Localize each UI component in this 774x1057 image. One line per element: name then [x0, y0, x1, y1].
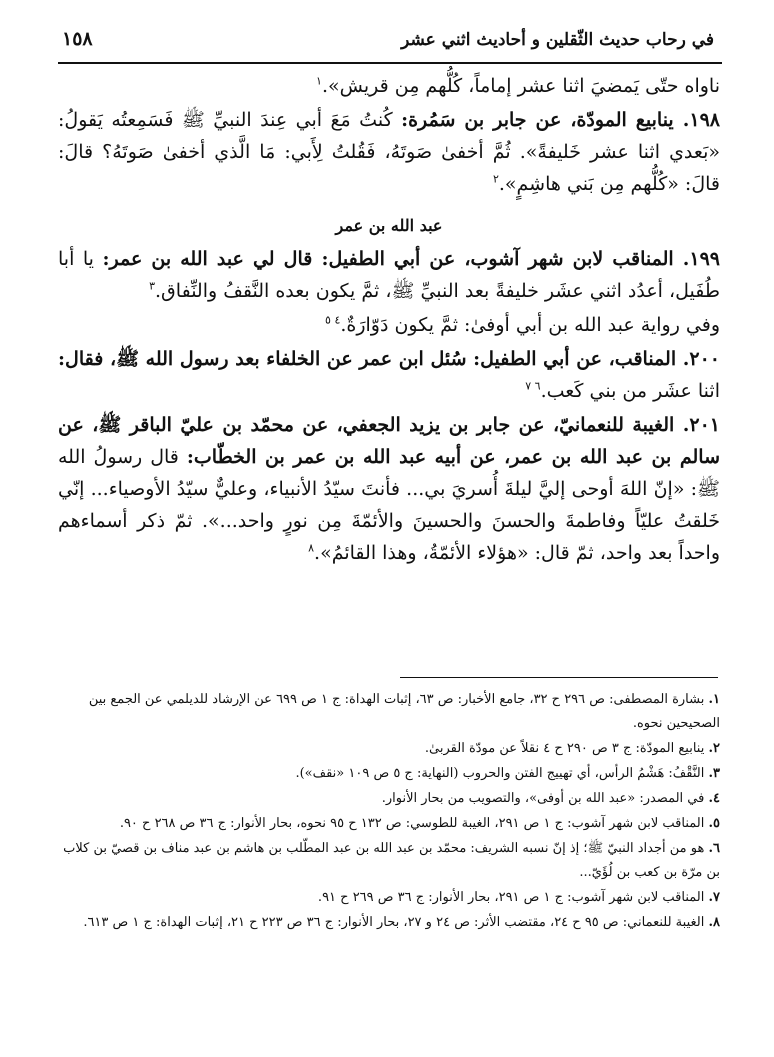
footnote-ref: ٢: [492, 172, 499, 186]
footnote: ١. بشارة المصطفى: ص ٢٩٦ ح ٣٢، جامع الأخبار: ص ٦٣، إثبات الهداة: ج ١ ص ٦٩٩ عن الإرشاد للديلمي عن الجمع بين الصحيحين نحوه.: [88, 692, 720, 731]
footnotes: [58, 688, 720, 936]
footnote: ٧. المناقب لابن شهر آشوب: ج ١ ص ٢٩١، بحار الأنوار: ج ٣٦ ص ٢٦٩ ح ٩١.: [317, 890, 720, 905]
footnote: ٨. الغيبة للنعماني: ص ٩٥ ح ٢٤، مقتضب الأثر: ص ٢٤ و ٢٧، بحار الأنوار: ج ٣٦ ص ٢٢٣ ح ٢١، إثبات الهداة: ج ١ ص ٦١٣.: [83, 915, 720, 930]
hadith-source: ٢٠٠. المناقب، عن أبي الطفيل: سُئل ابن عمر عن الخلفاء بعد رسول الله ﷺ، فقال:: [58, 348, 720, 370]
footnote-ref: ١: [316, 74, 322, 88]
footnote-ref: ٣: [149, 279, 156, 293]
footnote: ٢. ينابيع المودّة: ج ٣ ص ٢٩٠ ح ٤ نقلاً عن مودّة القربىٰ.: [424, 741, 720, 756]
section-heading: عبد الله بن عمر: [335, 216, 443, 235]
footnote-ref: ٨: [308, 541, 315, 555]
footnote: ٦. هو من أجداد النبيّ ﷺ؛ إذ إنّ نسبه الشريف: محمّد بن عبد الله بن عبد المطّلب بن هاشم بن عبد مناف بن قصيّ بن كلاب بن مرّة بن كعب بن لُؤَيّ...: [63, 841, 720, 880]
hadith-201: ٢٠١. الغيبة للنعمانيّ، عن جابر بن يزيد الجعفي، عن محمّد بن عليّ الباقر ﷺ، عن سالم بن عبد الله بن عمر، عن أبيه عبد الله بن عمر بن الخطّاب: قال رسولُ الله ﷺ: «إنّ اللهَ أوحى إليَّ ليلةَ أُسريَ بي... فأنتَ سيّدُ الأنبياء، وعليٌّ سيّدُ الأوصياء... إنّي خَلقتُ عليّاً وفاطمةَ والحسنَ والحسينَ والأئمّةَ مِن نورٍ واحد...». ثمّ ذكر أسماءهم واحداً بعد واحد، ثمّ قال: «هؤلاء الأئمّةُ، وهذا القائمُ».$^٨$: [58, 414, 721, 564]
hadith-source: ٢٠١. الغيبة للنعمانيّ، عن جابر بن يزيد الجعفي، عن محمّد بن عليّ الباقر ﷺ، عن سالم بن عبد الله بن عمر، عن أبيه عبد الله بن عمر بن الخطّاب:: [58, 414, 721, 468]
footnote: ٣. النَّقْفُ: هَشْمُ الرأس، أي تهييج الفتن والحروب (النهاية: ج ٥ ص ١٠٩ «نقف»).: [295, 766, 720, 781]
footnote-ref: ٤ ٥: [325, 313, 341, 327]
page-number: ١٥٨: [62, 28, 93, 50]
hadith-source: ١٩٩. المناقب لابن شهر آشوب، عن أبي الطفيل: قال لي عبد الله بن عمر:: [102, 248, 720, 270]
footnote: ٤. في المصدر: «عبد الله بن أوفى»، والتصويب من بحار الأنوار.: [381, 791, 720, 806]
footnote-divider: [400, 677, 718, 678]
footnote-ref: ٦ ٧: [525, 379, 541, 393]
hadith-source: ١٩٨. ينابيع المودّة، عن جابر بن سَمُرة:: [401, 109, 720, 131]
hadith-200: ٢٠٠. المناقب، عن أبي الطفيل: سُئل ابن عمر عن الخلفاء بعد رسول الله ﷺ، فقال: اثنا عشَر من بني كَعب.$^{٦ ٧}$: [58, 348, 720, 402]
footnote: ٥. المناقب لابن شهر آشوب: ج ١ ص ٢٩١، الغيبة للطوسي: ص ١٣٢ ح ٩٥ نحوه، بحار الأنوار: ج ٣٦ ص ٢٦٨ ح ٩٠.: [119, 816, 720, 831]
main-text: [58, 70, 720, 571]
running-header: [58, 18, 722, 64]
header-title: في رحاب حديث الثّقلين و أحاديث اثني عشر: [401, 30, 714, 50]
hadith-199-variant: وفي رواية عبد الله بن أبي أوفىٰ: ثمَّ يكون دَوّارَةٌ.$^{٤ ٥}$: [325, 313, 720, 336]
hadith-198: ١٩٨. ينابيع المودّة، عن جابر بن سَمُرة: كُنتُ مَعَ أبي عِندَ النبيِّ ﷺ فَسَمِعتُه يَقولُ: «بَعدي اثنا عشر خَليفةً». ثُمَّ أخفىٰ صَوتَهُ، فَقُلتُ لِأَبي: مَا الَّذي أخفىٰ صَوتَهُ؟ قالَ: قالَ: «كُلُّهم مِن بَني هاشِمٍ».$^٢$: [58, 109, 720, 195]
paragraph-continuation: ناواه حتّى يَمضيَ اثنا عشر إماماً، كُلُّهم مِن قريش».$^١$: [316, 74, 720, 97]
hadith-199: ١٩٩. المناقب لابن شهر آشوب، عن أبي الطفيل: قال لي عبد الله بن عمر: يا أبا طُفَيل، أعدُد اثني عشَر خليفةً بعد النبيِّ ﷺ، ثمَّ يكون بعده النَّقفُ والنِّفاق.$^٣$: [58, 248, 720, 302]
